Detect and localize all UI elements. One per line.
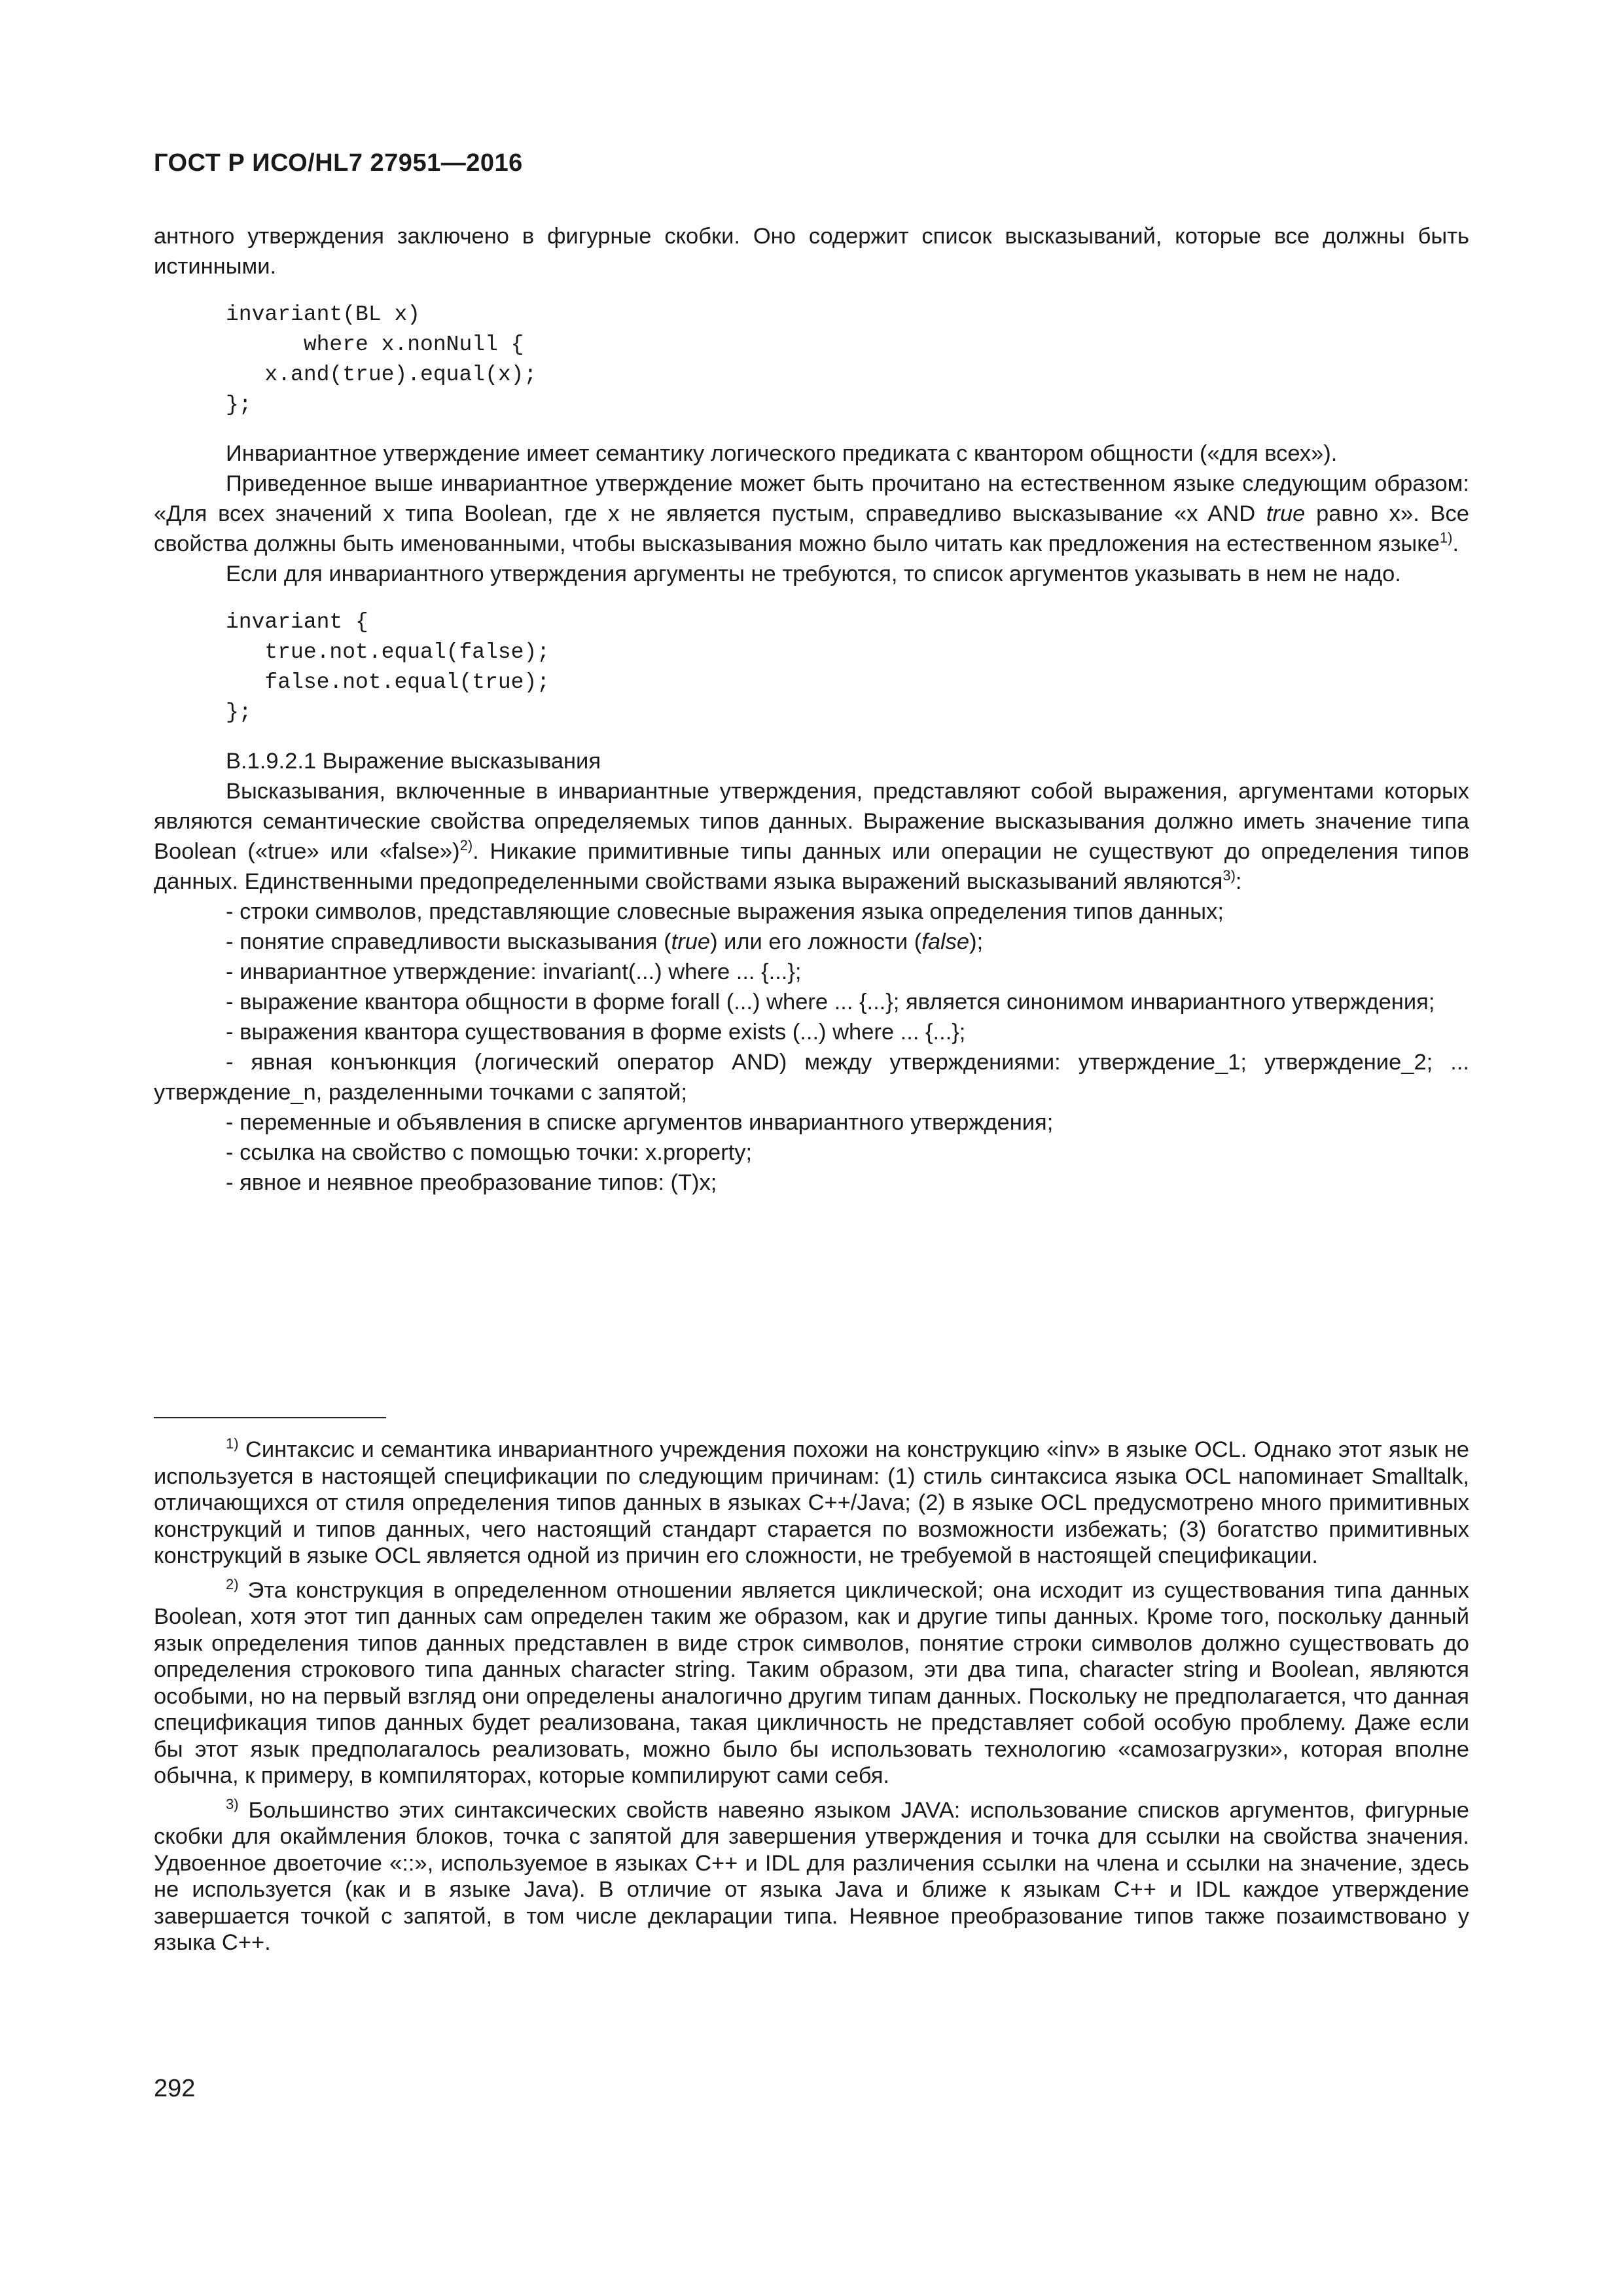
text-run: Приведенное выше инвариантное утверждение может быть прочитано на естественном языке следующим образом: «Для всех значений x типа Boolean, где x не является пустым, справедливо высказывание «x AND	[154, 471, 1469, 526]
footnote-number: 1)	[226, 1435, 239, 1452]
italic-term: true	[671, 929, 711, 954]
list-item	[154, 927, 1469, 957]
footnote-separator	[154, 1417, 386, 1418]
list-item: - инвариантное утверждение: invariant(...) where ... {...};	[226, 960, 802, 984]
text-run: :	[1235, 869, 1242, 894]
list-item: - выражения квантора существования в форме exists (...) where ... {...};	[226, 1020, 966, 1045]
footnote-text: Эта конструкция в определенном отношении является циклической; она исходит из существования типа данных Boolean, хотя этот тип данных сам определен таким же образом, как и другие типы данных. Кроме того, поскольку данный язык определения типов данных представлен в виде строк символов, понятие строки символов должно существовать до определения строкового типа данных character string. Таким образом, эти два типа, character string и Boolean, являются особыми, но на первый взгляд они определены аналогично другим типам данных. Поскольку не предполагается, что данная спецификация типов данных будет реализована, такая цикличность не представляет собой особую проблему. Даже если бы этот язык предполагалось реализовать, можно было бы использовать технологию «самозагрузки», которая вполне обычна, к примеру, в компиляторах, которые компилируют сами себя.	[154, 1577, 1469, 1788]
list-item: - строки символов, представляющие словесные выражения языка определения типов данных;	[226, 899, 1224, 924]
document-header: ГОСТ Р ИСО/HL7 27951—2016	[154, 149, 523, 177]
paragraph-expressions	[154, 776, 1469, 897]
footnote-number: 2)	[226, 1575, 239, 1592]
text-run: . Никакие примитивные типы данных или операции не существуют до определения типов данных. Единственными предопределенными свойствами языка выражений высказываний являются	[154, 839, 1469, 894]
text-run: );	[969, 929, 984, 954]
footnote-text: Синтаксис и семантика инвариантного учреждения похожи на конструкцию «inv» в языке OCL. Однако этот язык не используется в настоящей спецификации по следующим причинам: (1) стиль синтаксиса языка OCL напоминает Smalltalk, отличающихся от стиля определения типов данных в языках C++/Java; (2) в языке OCL предусмотрено много примитивных конструкций и типов данных, чего настоящий стандарт старается по возможности избежать; (3) богатство примитивных конструкций в языке OCL является одной из причин его сложности, не требуемой в настоящей спецификации.	[154, 1437, 1469, 1568]
paragraph-continuation: антного утверждения заключено в фигурные скобки. Оно содержит список высказываний, которые все должны быть истинными.	[154, 224, 1469, 279]
italic-term: true	[1266, 501, 1306, 526]
footnote-3	[154, 1797, 1469, 1956]
italic-term: false	[921, 929, 970, 954]
footnote-1	[154, 1437, 1469, 1570]
list-item: - выражение квантора общности в форме forall (...) where ... {...}; является синонимом инвариантного утверждения;	[226, 990, 1435, 1014]
text-run: .	[1452, 531, 1459, 556]
footnote-ref-3: 3)	[1222, 867, 1236, 884]
footnote-text: Большинство этих синтаксических свойств навеяно языком JAVA: использование списков аргументов, фигурные скобки для окаймления блоков, точка с запятой для завершения утверждения и точка для ссылки на свойства значения. Удвоенное двоеточие «::», используемое в языках C++ и IDL для различения ссылки на члена и ссылки на значение, здесь не используется (как и в языке Java). В отличие от языка Java и ближе к языкам C++ и IDL каждое утверждение завершается точкой с запятой, в том числе декларации типа. Неявное преобразование типов также позаимствовано у языка C++.	[154, 1797, 1469, 1955]
list-item: - явная конъюнкция (логический оператор AND) между утверждениями: утверждение_1; утверждение_2; ... утверждение_n, разделенными точками с запятой;	[154, 1050, 1469, 1105]
list-item: - переменные и объявления в списке аргументов инвариантного утверждения;	[226, 1110, 1054, 1135]
paragraph-semantics: Инвариантное утверждение имеет семантику логического предиката с квантором общности («для всех»).	[226, 441, 1338, 466]
code-block-invariant-2: invariant { true.not.equal(false); false.not.equal(true); };	[226, 610, 550, 725]
footnote-ref-2: 2)	[459, 837, 473, 853]
page-number: 292	[154, 2075, 196, 2102]
footnote-number: 3)	[226, 1795, 239, 1812]
text-run: ) или его ложности (	[710, 929, 922, 954]
text-run: - понятие справедливости высказывания (	[226, 929, 671, 954]
footnote-2	[154, 1577, 1469, 1789]
list-item: - явное и неявное преобразование типов: (T)x;	[226, 1170, 717, 1195]
list-item: - ссылка на свойство с помощью точки: x.property;	[226, 1140, 753, 1165]
paragraph-no-args: Если для инвариантного утверждения аргументы не требуются, то список аргументов указывать в нем не надо.	[226, 562, 1401, 586]
text-run: Высказывания, включенные в инвариантные утверждения, представляют собой выражения, аргументами которых являются семантические свойства определяемых типов данных. Выражение высказывания должно иметь значение типа Boolean («true» или «false»)	[154, 779, 1469, 864]
text-run: равно x». Все свойства должны быть именованными, чтобы высказывания можно было читать как предложения на естественном языке	[154, 501, 1469, 556]
footnote-ref-1: 1)	[1439, 529, 1453, 546]
section-heading: B.1.9.2.1 Выражение высказывания	[226, 749, 601, 774]
paragraph-natural-language	[154, 469, 1469, 559]
footnotes	[154, 1437, 1469, 1964]
main-text	[154, 221, 1469, 1198]
code-block-invariant-1: invariant(BL x) where x.nonNull { x.and(true).equal(x); };	[226, 302, 537, 417]
